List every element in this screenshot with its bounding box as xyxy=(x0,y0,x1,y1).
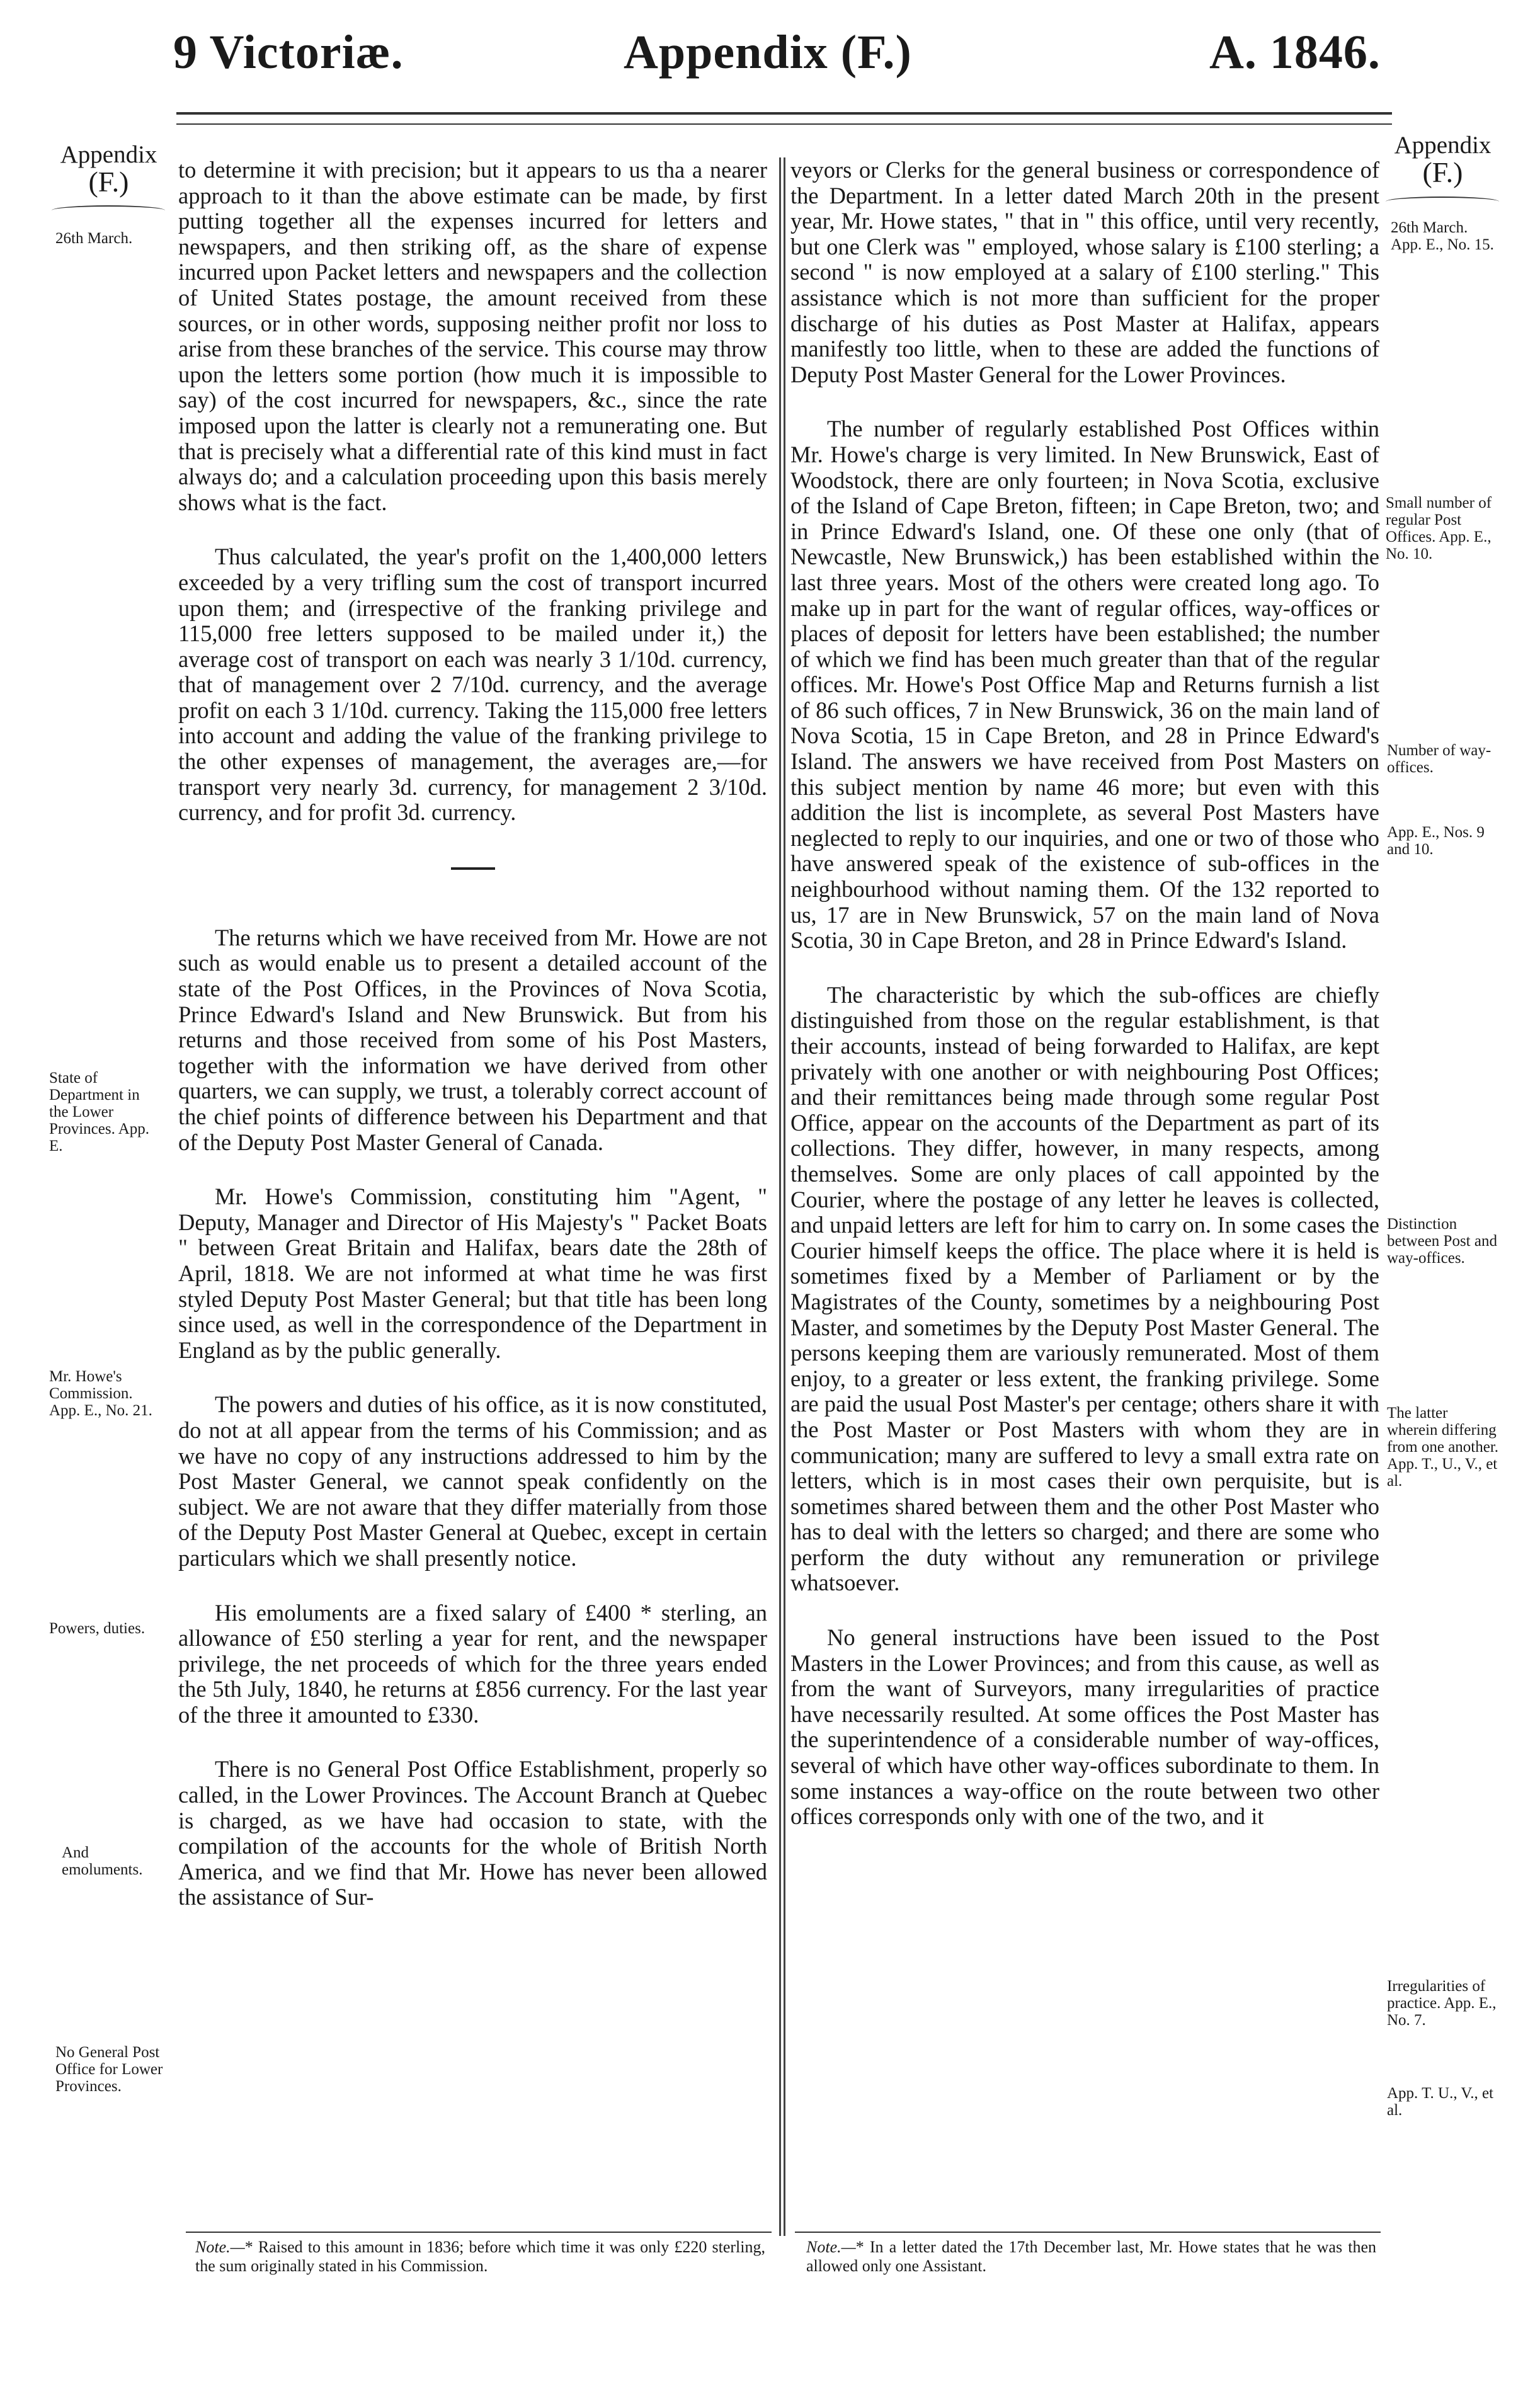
margin-left-date: 26th March. xyxy=(55,230,133,247)
left-para-5: The powers and duties of his office, as it is now constituted, do not at all appear from the terms of his Commission; and as we have no copy of any instructions addressed to him by the Post Master General, we cannot speak confidently on the subject. We are not aware that they differ materially from those of the Deputy Post Master General at Quebec, except in certain particulars which we shall presently notice. xyxy=(178,1391,767,1571)
footnote-rule-left xyxy=(186,2232,772,2233)
right-para-1: veyors or Clerks for the general business or correspondence of the Department. In a letter dated March 20th in the present year, Mr. Howe states, " that in " this office, until very recently, but one Clerk was " employed, whose salary is £100 sterling; a second " is now employed at a salary of £100 sterling." This assistance which is not more than sufficient for the proper discharge of his duties as Post Master at Halifax, appears manifestly too little, when to these are added the functions of Deputy Post Master General for the Lower Provinces. xyxy=(790,157,1379,387)
footnote-right-label: Note.— xyxy=(806,2238,856,2256)
header-left: 9 Victoriæ. xyxy=(173,26,404,79)
left-para-1: to determine it with precision; but it appears to us tha a nearer approach to it than the above estimate can be made, by first putting together all the expenses incurred for letters and newspapers, and then striking off, as the share of expense incurred upon Packet letters and newspapers and the collection of United States postage, the amount received from these sources, or in other words, supposing neither profit nor loss to arise from these branches of the service. This course may throw upon the letters some portion (how much it is impossible to say) of the cost incurred for newspapers, &c., since the rate imposed upon the latter is clearly not a remunerating one. But that is precisely what a differential rate of this kind must in fact always do; and a calculation proceeding upon this basis merely shows what is the fact. xyxy=(178,157,767,515)
column-divider-2 xyxy=(784,157,785,2236)
section-separator xyxy=(451,867,495,870)
margin-left-appendix-f: (F.) xyxy=(88,166,129,198)
right-column xyxy=(790,157,1379,1859)
footnote-left-label: Note.— xyxy=(195,2238,245,2256)
left-para-6: His emoluments are a fixed salary of £400 * sterling, an allowance of £50 sterling a year for rent, and the newspaper privilege, the net proceeds of which for the three years ended the 5th July, 1840, he returns at £856 currency. For the last year of the three it amounted to £330. xyxy=(178,1599,767,1728)
margin-right-number-way: Number of way-offices. xyxy=(1387,742,1492,776)
margin-left-no-general: No General Post Office for Lower Provinces. xyxy=(55,2044,163,2095)
margin-right-app-nos: App. E., Nos. 9 and 10. xyxy=(1387,824,1485,858)
right-para-2: The number of regularly established Post Offices within Mr. Howe's charge is very limited. In New Brunswick, East of Woodstock, there are only fourteen; in Nova Scotia, exclusive of the Island of Cape Breton, fifteen; in Cape Breton, two; and in Prince Edward's Island, one. Of these one only (that of Newcastle, New Brunswick,) has been established within the last three years. Most of the others were created long ago. To make up in part for the want of regular offices, way-offices or places of deposit for letters have been established; the number of which we find has been much greater than that of the regular offices. Mr. Howe's Post Office Map and Returns furnish a list of 86 such offices, 7 in New Brunswick, 36 on the main land of Nova Scotia, 15 in Cape Breton, and 28 in Prince Edward's Island. The answers we have received from Post Masters on this subject mention by name 46 more; but even with this addition the list is incomplete, as several Post Masters have neglected to reply to our inquiries, and one or two of those who have answered speak of the existence of sub-offices in the neighbourhood without naming them. Of the 132 reported to us, 17 are in New Brunswick, 57 on the main land of Nova Scotia, 30 in Cape Breton, and 28 in Prince Edward's Island. xyxy=(790,416,1379,954)
margin-left-powers: Powers, duties. xyxy=(49,1620,145,1637)
footnote-left-text: * Raised to this amount in 1836; before which time it was only £220 sterling, the sum originally stated in his Commission. xyxy=(195,2238,765,2275)
right-para-3: The characteristic by which the sub-offices are chiefly distinguished from those on the regular establishment, is that their accounts, instead of being forwarded to Halifax, are kept privately with one another or with neighbouring Post Offices; and their remittances being made through some regular Post Office, appear on the accounts of the Department as part of its collections. They differ, however, in many respects, among themselves. Some are only places of call appointed by the Courier, where the postage of any letter he leaves is collected, and unpaid letters are left for him to carry on. In some cases the Courier himself keeps the office. The place where it is held is sometimes fixed by a Member of Parliament or by the Magistrates of the County, sometimes by a neighbouring Post Master, and sometimes by the Deputy Post Master General. The persons keeping them are variously remunerated. Most of them enjoy, to a greater or less extent, the franking privilege. Some are paid the usual Post Master's per centage; others share it with the Post Master or Post Masters with whom they are in communication; many are suffered to levy a small extra rate on letters, which is in most cases their own perquisite, but is sometimes shared between them and the other Post Master who has to deal with the letters so charged; and there are some who perform the duty without any remuneration or privilege whatsoever. xyxy=(790,981,1379,1596)
margin-right-distinction: Distinction between Post and way-offices. xyxy=(1387,1216,1497,1267)
left-para-4: Mr. Howe's Commission, constituting him "Agent, " Deputy, Manager and Director of His Majesty's " Packet Boats " between Great Britain and Halifax, bears date the 28th of April, 1818. We are not informed at what time he was first styled Deputy Post Master General; but that title has been long since used, as well in the correspondence of the Department in England as by the public generally. xyxy=(178,1183,767,1363)
footnote-left xyxy=(195,2238,765,2276)
margin-right-appendix: Appendix xyxy=(1394,132,1492,159)
header-right: A. 1846. xyxy=(1209,26,1381,79)
left-column xyxy=(178,157,767,1939)
margin-right-app-tuv: App. T. U., V., et al. xyxy=(1387,2085,1493,2119)
margin-left-commission: Mr. Howe's Commission. App. E., No. 21. xyxy=(49,1368,152,1419)
left-para-2: Thus calculated, the year's profit on the 1,400,000 letters exceeded by a very trifling sum the cost of transport incurred upon them; and (irrespective of the franking privilege and 115,000 free letters supposed to be mailed under it,) the average cost of transport on each was nearly 3 1/10d. currency, that of management over 2 7/10d. currency, and the average profit on each 3 1/10d. currency. Taking the 115,000 free letters into account and adding the value of the franking privilege to the other expenses of management, the averages are,—for transport very nearly 3d. currency, for management 2 3/10d. currency, and for profit 3d. currency. xyxy=(178,544,767,826)
column-divider xyxy=(779,157,781,2236)
margin-right-appendix-f: (F.) xyxy=(1422,156,1463,188)
margin-right-irregularities: Irregularities of practice. App. E., No. 7. xyxy=(1387,1978,1497,2029)
header-rule-top xyxy=(176,112,1392,115)
header-rule-bottom xyxy=(176,123,1392,125)
footnote-right-text: * In a letter dated the 17th December last, Mr. Howe states that he was then allowed only one Assistant. xyxy=(806,2238,1376,2275)
header-center: Appendix (F.) xyxy=(624,26,912,79)
margin-left-state: State of Department in the Lower Provinces. App. E. xyxy=(49,1069,150,1155)
margin-right-latter: The latter wherein differing from one another. App. T., U., V., et al. xyxy=(1387,1405,1499,1490)
margin-right-brace xyxy=(1386,197,1499,207)
left-para-3: The returns which we have received from Mr. Howe are not such as would enable us to present a detailed account of the state of the Post Offices, in the Provinces of Nova Scotia, Prince Edward's Island and New Brunswick. But from his returns and those received from some of his Post Masters, together with the information we have derived from other quarters, we can supply, we trust, a tolerably correct account of the chief points of difference between his Department and that of the Deputy Post Master General of Canada. xyxy=(178,924,767,1155)
footnote-rule-right xyxy=(795,2232,1381,2233)
margin-right-date: 26th March. App. E., No. 15. xyxy=(1391,219,1494,253)
right-para-4: No general instructions have been issued to the Post Masters in the Lower Provinces; and from this cause, as well as from the want of Surveyors, many irregularities of practice have necessarily resulted. At some offices the Post Master has the superintendence of a considerable number of way-offices, several of which have other way-offices subordinate to them. In some instances a way-office on the route between two other offices corresponds only with one of the two, and it xyxy=(790,1624,1379,1830)
footnote-right xyxy=(806,2238,1376,2276)
margin-left-emoluments: And emoluments. xyxy=(62,1844,143,1878)
margin-right-small-number: Small number of regular Post Offices. App. E., No. 10. xyxy=(1386,494,1492,562)
left-para-7: There is no General Post Office Establishment, properly so called, in the Lower Provinces. The Account Branch at Quebec is charged, as we have had occasion to state, with the compilation of the accounts for the whole of British North America, and we find that Mr. Howe has never been allowed the assistance of Sur- xyxy=(178,1756,767,1910)
margin-left-brace xyxy=(52,205,165,215)
margin-left-appendix: Appendix xyxy=(60,141,157,168)
